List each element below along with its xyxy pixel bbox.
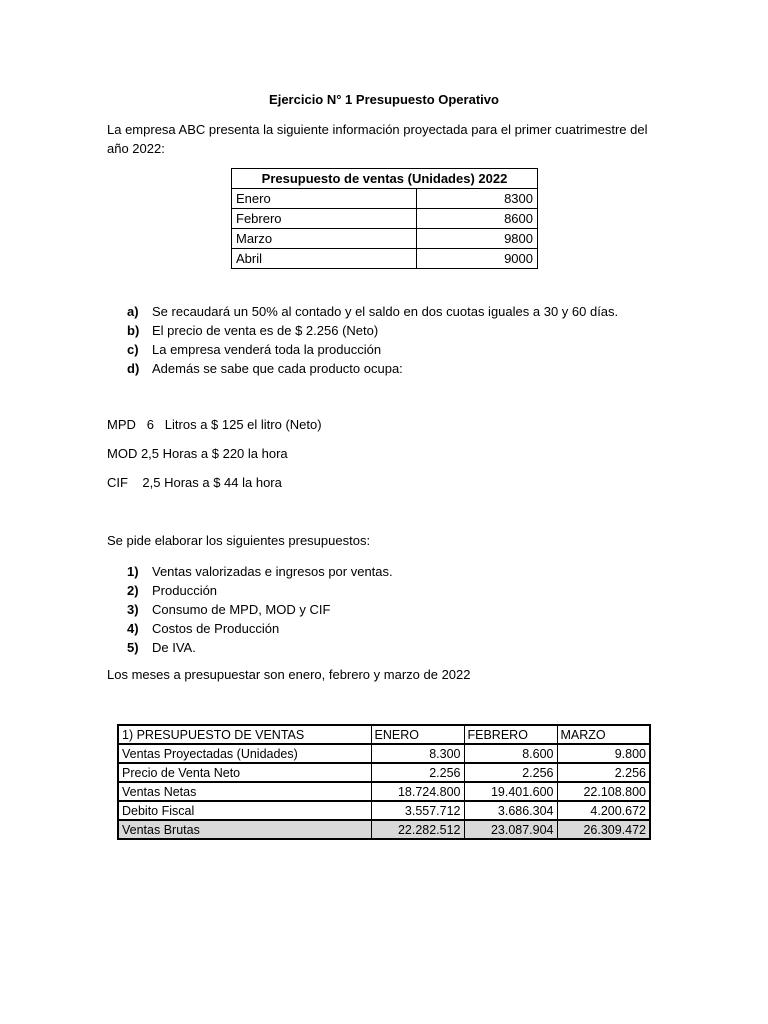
- list-marker: 4): [127, 621, 139, 636]
- mod-line: MOD 2,5 Horas a $ 220 la hora: [107, 446, 288, 461]
- table-row: [118, 820, 650, 839]
- list-text: Consumo de MPD, MOD y CIF: [152, 602, 331, 617]
- list-text: Ventas valorizadas e ingresos por ventas.: [152, 564, 393, 579]
- column-header: FEBRERO: [464, 725, 557, 744]
- row-label: Ventas Netas: [118, 782, 371, 801]
- table-row: [118, 782, 650, 801]
- value-cell: 4.200.672: [557, 801, 650, 820]
- value-cell: 9.800: [557, 744, 650, 763]
- list-text: Costos de Producción: [152, 621, 280, 636]
- row-label: Precio de Venta Neto: [118, 763, 371, 782]
- row-label: Ventas Proyectadas (Unidades): [118, 744, 371, 763]
- units-cell: 8600: [417, 209, 538, 229]
- list-item: [107, 321, 618, 340]
- table-row: [118, 763, 650, 782]
- conditions-list: [107, 302, 618, 378]
- list-item: [107, 359, 618, 378]
- sales-budget-table: [117, 724, 651, 840]
- sales-units-header: Presupuesto de ventas (Unidades) 2022: [232, 169, 538, 189]
- list-item: [107, 302, 618, 321]
- list-text: El precio de venta es de $ 2.256 (Neto): [152, 323, 379, 338]
- list-marker: 5): [127, 640, 139, 655]
- list-marker: b): [127, 323, 140, 338]
- list-item: [107, 619, 393, 638]
- list-marker: 1): [127, 564, 139, 579]
- document-title: Ejercicio N° 1 Presupuesto Operativo: [269, 92, 499, 107]
- list-text: Se recaudará un 50% al contado y el saldo en dos cuotas iguales a 30 y 60 días.: [152, 304, 619, 319]
- table-row: [232, 249, 538, 269]
- list-marker: a): [127, 304, 139, 319]
- list-text: De IVA.: [152, 640, 196, 655]
- sales-units-table: [231, 168, 538, 269]
- value-cell: 22.282.512: [371, 820, 464, 839]
- list-marker: 2): [127, 583, 139, 598]
- value-cell: 19.401.600: [464, 782, 557, 801]
- row-label: Debito Fiscal: [118, 801, 371, 820]
- list-text: Producción: [152, 583, 218, 598]
- table-row: [232, 229, 538, 249]
- mpd-line: MPD 6 Litros a $ 125 el litro (Neto): [107, 417, 322, 432]
- value-cell: 8.600: [464, 744, 557, 763]
- list-marker: 3): [127, 602, 139, 617]
- list-item: [107, 340, 618, 359]
- list-item: [107, 562, 393, 581]
- month-cell: Marzo: [232, 229, 417, 249]
- requests-list: [107, 562, 393, 657]
- table-row: [232, 209, 538, 229]
- list-text: La empresa venderá toda la producción: [152, 342, 382, 357]
- table-row: [232, 189, 538, 209]
- table-header-row: [118, 725, 650, 744]
- month-cell: Enero: [232, 189, 417, 209]
- column-header: MARZO: [557, 725, 650, 744]
- request-intro: Se pide elaborar los siguientes presupuestos:: [107, 533, 371, 548]
- list-marker: c): [127, 342, 139, 357]
- row-label: Ventas Brutas: [118, 820, 371, 839]
- value-cell: 3.686.304: [464, 801, 557, 820]
- value-cell: 26.309.472: [557, 820, 650, 839]
- units-cell: 9800: [417, 229, 538, 249]
- value-cell: 2.256: [557, 763, 650, 782]
- list-item: [107, 600, 393, 619]
- list-item: [107, 581, 393, 600]
- value-cell: 3.557.712: [371, 801, 464, 820]
- cif-line: CIF 2,5 Horas a $ 44 la hora: [107, 475, 282, 490]
- table-row: [118, 801, 650, 820]
- intro-paragraph: La empresa ABC presenta la siguiente información proyectada para el primer cuatrimestre del año 2022:: [107, 122, 648, 156]
- value-cell: 8.300: [371, 744, 464, 763]
- list-text: Además se sabe que cada producto ocupa:: [152, 361, 403, 376]
- month-cell: Abril: [232, 249, 417, 269]
- units-cell: 8300: [417, 189, 538, 209]
- value-cell: 2.256: [464, 763, 557, 782]
- table-row: [118, 744, 650, 763]
- column-header: ENERO: [371, 725, 464, 744]
- list-marker: d): [127, 361, 140, 376]
- value-cell: 18.724.800: [371, 782, 464, 801]
- list-item: [107, 638, 393, 657]
- month-cell: Febrero: [232, 209, 417, 229]
- value-cell: 2.256: [371, 763, 464, 782]
- value-cell: 22.108.800: [557, 782, 650, 801]
- column-header: 1) PRESUPUESTO DE VENTAS: [118, 725, 371, 744]
- value-cell: 23.087.904: [464, 820, 557, 839]
- units-cell: 9000: [417, 249, 538, 269]
- months-note: Los meses a presupuestar son enero, febrero y marzo de 2022: [107, 667, 471, 682]
